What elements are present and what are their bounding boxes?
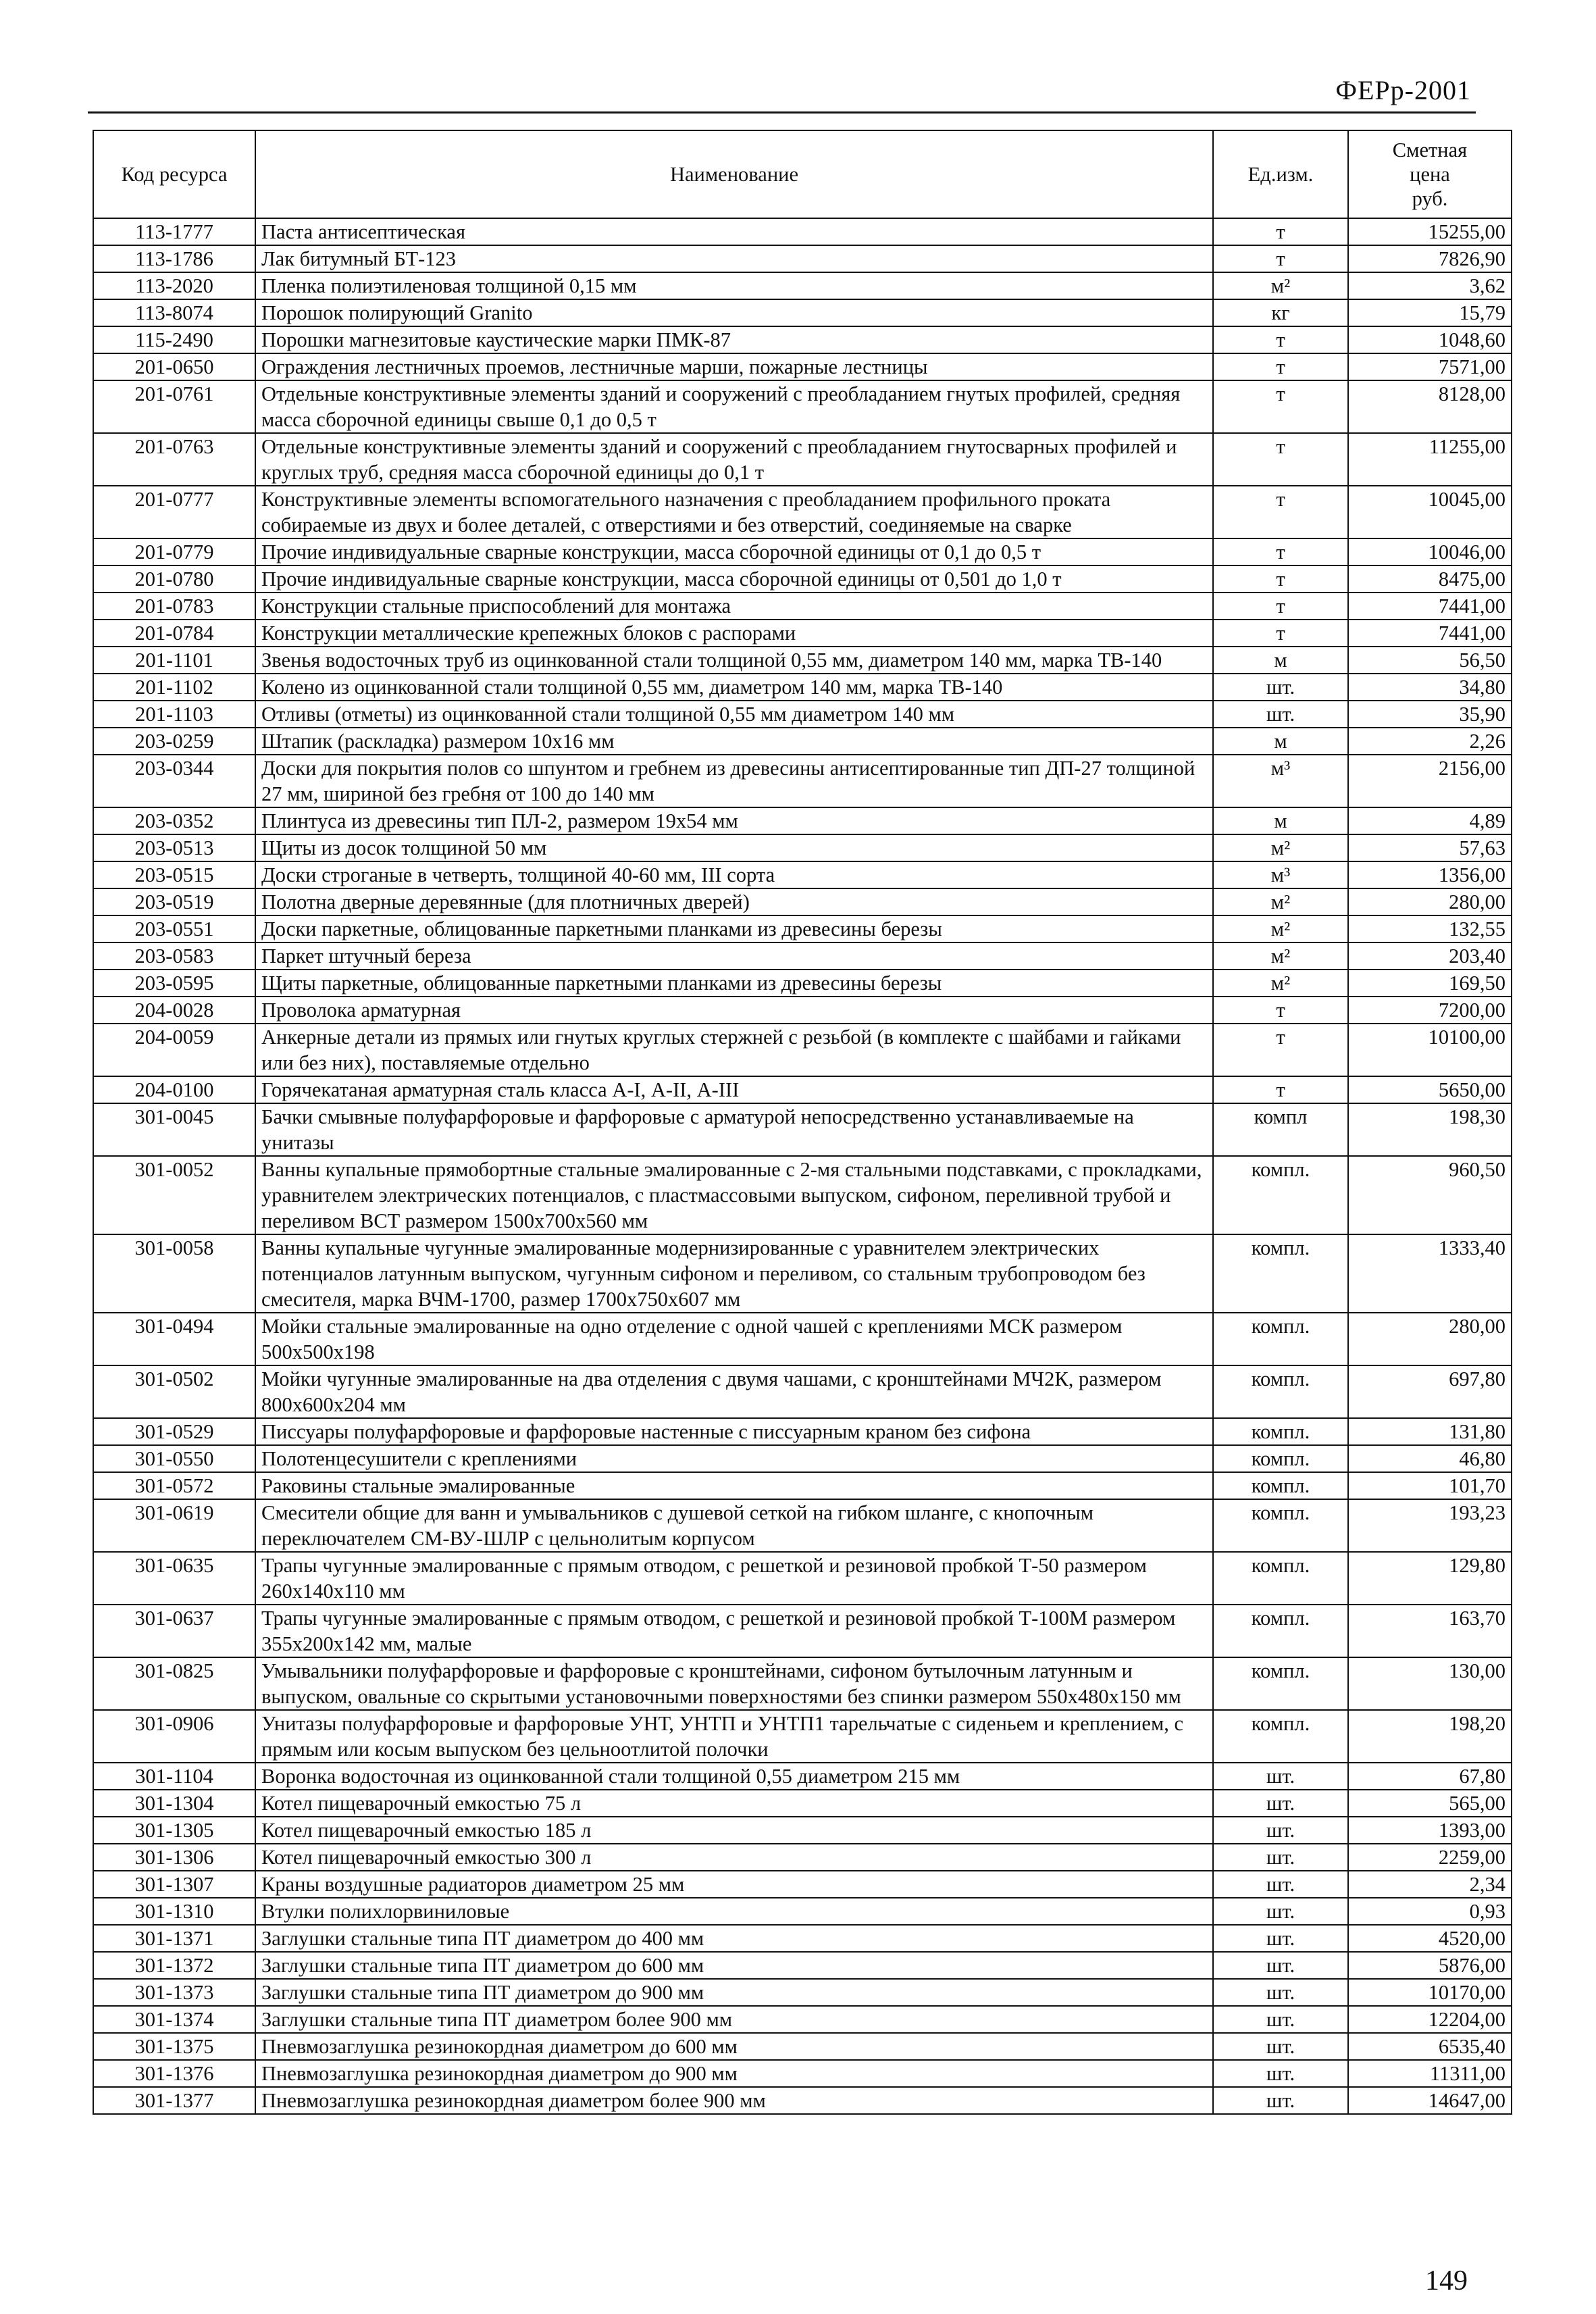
- table-row: [93, 915, 1512, 942]
- header-rule: [88, 111, 1476, 114]
- cell-price: 7441,00: [1348, 620, 1512, 647]
- cell-name: Паркет штучный береза: [255, 942, 1213, 970]
- cell-name: Заглушки стальные типа ПТ диаметром до 900 мм: [255, 1979, 1213, 2006]
- cell-price: 14647,00: [1348, 2087, 1512, 2114]
- cell-unit: м²: [1213, 272, 1348, 299]
- cell-code: 301-0045: [93, 1103, 255, 1156]
- cell-price: 193,23: [1348, 1499, 1512, 1552]
- cell-price: 7200,00: [1348, 997, 1512, 1024]
- table-row: [93, 674, 1512, 701]
- cell-price: 163,70: [1348, 1605, 1512, 1657]
- cell-name: Раковины стальные эмалированные: [255, 1472, 1213, 1499]
- table-row: [93, 1024, 1512, 1076]
- cell-unit: шт.: [1213, 2033, 1348, 2060]
- table-row: [93, 807, 1512, 834]
- table-row: [93, 1979, 1512, 2006]
- table-row: [93, 1234, 1512, 1313]
- cell-unit: т: [1213, 486, 1348, 538]
- cell-code: 301-1305: [93, 1817, 255, 1844]
- cell-name: Полотенцесушители с креплениями: [255, 1445, 1213, 1472]
- cell-price: 198,30: [1348, 1103, 1512, 1156]
- cell-code: 113-2020: [93, 272, 255, 299]
- cell-name: Лак битумный БТ-123: [255, 245, 1213, 272]
- cell-name: Котел пищеварочный емкостью 75 л: [255, 1790, 1213, 1817]
- cell-unit: м³: [1213, 861, 1348, 888]
- cell-price: 132,55: [1348, 915, 1512, 942]
- cell-code: 201-0777: [93, 486, 255, 538]
- cell-price: 4520,00: [1348, 1925, 1512, 1952]
- cell-code: 201-0779: [93, 538, 255, 565]
- cell-code: 301-1375: [93, 2033, 255, 2060]
- cell-unit: шт.: [1213, 1763, 1348, 1790]
- cell-name: Доски паркетные, облицованные паркетными планками из древесины березы: [255, 915, 1213, 942]
- cell-name: Плинтуса из древесины тип ПЛ-2, размером 19х54 мм: [255, 807, 1213, 834]
- cell-code: 301-1104: [93, 1763, 255, 1790]
- cell-unit: м: [1213, 807, 1348, 834]
- cell-price: 8475,00: [1348, 565, 1512, 593]
- cell-code: 301-0825: [93, 1657, 255, 1710]
- table-row: [93, 1657, 1512, 1710]
- cell-name: Ванны купальные чугунные эмалированные модернизированные с уравнителем электрических потенциалов латунным выпуском, чугунным сифоном и переливом, со стальным трубопроводом без смесителя, марка ВЧМ-1700, размер 1700х750х607 мм: [255, 1234, 1213, 1313]
- cell-price: 1393,00: [1348, 1817, 1512, 1844]
- cell-price: 0,93: [1348, 1898, 1512, 1925]
- table-row: [93, 1365, 1512, 1418]
- cell-price: 1356,00: [1348, 861, 1512, 888]
- table-row: [93, 538, 1512, 565]
- cell-name: Полотна дверные деревянные (для плотничных дверей): [255, 888, 1213, 915]
- table-row: [93, 888, 1512, 915]
- cell-price: 130,00: [1348, 1657, 1512, 1710]
- table-row: [93, 1817, 1512, 1844]
- table-row: [93, 1499, 1512, 1552]
- cell-unit: компл.: [1213, 1710, 1348, 1763]
- cell-unit: компл.: [1213, 1499, 1348, 1552]
- table-row: [93, 2006, 1512, 2033]
- cell-name: Мойки чугунные эмалированные на два отделения с двумя чашами, с кронштейнами МЧ2К, размером 800х600х204 мм: [255, 1365, 1213, 1418]
- cell-unit: компл: [1213, 1103, 1348, 1156]
- cell-name: Заглушки стальные типа ПТ диаметром более 900 мм: [255, 2006, 1213, 2033]
- cell-price: 46,80: [1348, 1445, 1512, 1472]
- cell-name: Смесители общие для ванн и умывальников с душевой сеткой на гибком шланге, с кнопочным переключателем СМ-ВУ-ШЛР с цельнолитым корпусом: [255, 1499, 1213, 1552]
- column-header-code: Код ресурса: [93, 130, 255, 218]
- cell-unit: компл.: [1213, 1234, 1348, 1313]
- cell-price: 67,80: [1348, 1763, 1512, 1790]
- cell-code: 203-0344: [93, 755, 255, 807]
- cell-unit: т: [1213, 245, 1348, 272]
- cell-unit: шт.: [1213, 1979, 1348, 2006]
- cell-name: Унитазы полуфарфоровые и фарфоровые УНТ, УНТП и УНТП1 тарельчатые с сиденьем и креплением, с прямым или косым выпуском без цельноотлитой полочки: [255, 1710, 1213, 1763]
- cell-unit: шт.: [1213, 1898, 1348, 1925]
- table-row: [93, 1076, 1512, 1103]
- cell-name: Бачки смывные полуфарфоровые и фарфоровые с арматурой непосредственно устанавливаемые на унитазы: [255, 1103, 1213, 1156]
- cell-price: 3,62: [1348, 272, 1512, 299]
- cell-unit: т: [1213, 380, 1348, 433]
- cell-name: Отдельные конструктивные элементы зданий и сооружений с преобладанием гнутосварных профилей и круглых труб, средняя масса сборочной единицы до 0,1 т: [255, 433, 1213, 486]
- cell-code: 201-0783: [93, 593, 255, 620]
- cell-name: Пневмозаглушка резинокордная диаметром до 600 мм: [255, 2033, 1213, 2060]
- cell-unit: шт.: [1213, 1817, 1348, 1844]
- cell-code: 201-1103: [93, 701, 255, 728]
- cell-unit: кг: [1213, 299, 1348, 326]
- cell-price: 565,00: [1348, 1790, 1512, 1817]
- cell-code: 201-0763: [93, 433, 255, 486]
- cell-code: 301-1306: [93, 1844, 255, 1871]
- cell-name: Котел пищеварочный емкостью 185 л: [255, 1817, 1213, 1844]
- table-row: [93, 1103, 1512, 1156]
- cell-code: 113-1786: [93, 245, 255, 272]
- cell-price: 2156,00: [1348, 755, 1512, 807]
- cell-unit: шт.: [1213, 1790, 1348, 1817]
- cell-price: 7441,00: [1348, 593, 1512, 620]
- cell-unit: шт.: [1213, 1952, 1348, 1979]
- cell-name: Порошки магнезитовые каустические марки ПМК-87: [255, 326, 1213, 353]
- cell-code: 115-2490: [93, 326, 255, 353]
- cell-code: 203-0519: [93, 888, 255, 915]
- cell-code: 203-0595: [93, 970, 255, 997]
- cell-name: Краны воздушные радиаторов диаметром 25 мм: [255, 1871, 1213, 1898]
- table-row: [93, 1871, 1512, 1898]
- table-row: [93, 1156, 1512, 1234]
- cell-unit: м²: [1213, 915, 1348, 942]
- cell-unit: т: [1213, 593, 1348, 620]
- cell-unit: компл.: [1213, 1445, 1348, 1472]
- cell-name: Котел пищеварочный емкостью 300 л: [255, 1844, 1213, 1871]
- cell-price: 56,50: [1348, 647, 1512, 674]
- cell-code: 204-0100: [93, 1076, 255, 1103]
- cell-code: 301-1373: [93, 1979, 255, 2006]
- cell-price: 10046,00: [1348, 538, 1512, 565]
- cell-code: 301-0619: [93, 1499, 255, 1552]
- cell-code: 301-1304: [93, 1790, 255, 1817]
- cell-name: Пневмозаглушка резинокордная диаметром до 900 мм: [255, 2060, 1213, 2087]
- table-row: [93, 755, 1512, 807]
- cell-unit: т: [1213, 620, 1348, 647]
- cell-unit: т: [1213, 997, 1348, 1024]
- cell-code: 301-0058: [93, 1234, 255, 1313]
- cell-unit: м²: [1213, 888, 1348, 915]
- cell-name: Прочие индивидуальные сварные конструкции, масса сборочной единицы от 0,1 до 0,5 т: [255, 538, 1213, 565]
- cell-price: 12204,00: [1348, 2006, 1512, 2033]
- cell-price: 35,90: [1348, 701, 1512, 728]
- cell-name: Пленка полиэтиленовая толщиной 0,15 мм: [255, 272, 1213, 299]
- cell-price: 129,80: [1348, 1552, 1512, 1605]
- document-code: ФЕРр-2001: [1335, 75, 1471, 105]
- cell-price: 1333,40: [1348, 1234, 1512, 1313]
- cell-code: 301-0637: [93, 1605, 255, 1657]
- cell-unit: т: [1213, 326, 1348, 353]
- cell-price: 198,20: [1348, 1710, 1512, 1763]
- cell-name: Паста антисептическая: [255, 218, 1213, 245]
- cell-name: Щиты паркетные, облицованные паркетными планками из древесины березы: [255, 970, 1213, 997]
- cell-code: 301-0529: [93, 1418, 255, 1445]
- cell-name: Воронка водосточная из оцинкованной стали толщиной 0,55 диаметром 215 мм: [255, 1763, 1213, 1790]
- cell-name: Колено из оцинкованной стали толщиной 0,55 мм, диаметром 140 мм, марка ТВ-140: [255, 674, 1213, 701]
- cell-price: 11311,00: [1348, 2060, 1512, 2087]
- cell-price: 1048,60: [1348, 326, 1512, 353]
- cell-name: Трапы чугунные эмалированные с прямым отводом, с решеткой и резиновой пробкой Т-100М размером 355х200х142 мм, малые: [255, 1605, 1213, 1657]
- table-row: [93, 728, 1512, 755]
- cell-code: 201-0780: [93, 565, 255, 593]
- table-row: [93, 299, 1512, 326]
- cell-unit: компл.: [1213, 1418, 1348, 1445]
- table-row: [93, 701, 1512, 728]
- cell-unit: м: [1213, 647, 1348, 674]
- header-row: [93, 130, 1512, 218]
- cell-name: Доски строганые в четверть, толщиной 40-60 мм, III сорта: [255, 861, 1213, 888]
- table-row: [93, 2060, 1512, 2087]
- cell-name: Отливы (отметы) из оцинкованной стали толщиной 0,55 мм диаметром 140 мм: [255, 701, 1213, 728]
- table-row: [93, 1313, 1512, 1365]
- cell-code: 301-1372: [93, 1952, 255, 1979]
- cell-unit: м³: [1213, 755, 1348, 807]
- cell-code: 204-0059: [93, 1024, 255, 1076]
- cell-name: Мойки стальные эмалированные на одно отделение с одной чашей с креплениями МСК размером 500х500х198: [255, 1313, 1213, 1365]
- table-row: [93, 1418, 1512, 1445]
- cell-price: 8128,00: [1348, 380, 1512, 433]
- cell-code: 201-0761: [93, 380, 255, 433]
- cell-code: 301-0052: [93, 1156, 255, 1234]
- table-row: [93, 647, 1512, 674]
- table-row: [93, 2033, 1512, 2060]
- cell-price: 6535,40: [1348, 2033, 1512, 2060]
- cell-name: Заглушки стальные типа ПТ диаметром до 400 мм: [255, 1925, 1213, 1952]
- cell-price: 34,80: [1348, 674, 1512, 701]
- table-row: [93, 272, 1512, 299]
- table-header: [93, 130, 1512, 218]
- cell-price: 10170,00: [1348, 1979, 1512, 2006]
- table-row: [93, 1472, 1512, 1499]
- cell-unit: компл.: [1213, 1605, 1348, 1657]
- cell-price: 169,50: [1348, 970, 1512, 997]
- cell-code: 201-1102: [93, 674, 255, 701]
- cell-name: Писсуары полуфарфоровые и фарфоровые настенные с писсуарным краном без сифона: [255, 1418, 1213, 1445]
- cell-code: 203-0259: [93, 728, 255, 755]
- cell-name: Ограждения лестничных проемов, лестничные марши, пожарные лестницы: [255, 353, 1213, 380]
- cell-price: 101,70: [1348, 1472, 1512, 1499]
- cell-price: 57,63: [1348, 834, 1512, 861]
- cell-unit: т: [1213, 1076, 1348, 1103]
- cell-name: Заглушки стальные типа ПТ диаметром до 600 мм: [255, 1952, 1213, 1979]
- cell-unit: компл.: [1213, 1657, 1348, 1710]
- cell-unit: шт.: [1213, 674, 1348, 701]
- table-row: [93, 1552, 1512, 1605]
- cell-name: Конструктивные элементы вспомогательного назначения с преобладанием профильного проката собираемые из двух и более деталей, с отверстиями и без отверстий, соединяемые на сварке: [255, 486, 1213, 538]
- table-row: [93, 1952, 1512, 1979]
- table-row: [93, 1790, 1512, 1817]
- cell-name: Проволока арматурная: [255, 997, 1213, 1024]
- cell-code: 203-0583: [93, 942, 255, 970]
- table-row: [93, 1925, 1512, 1952]
- page-number: 149: [1425, 2265, 1468, 2296]
- cell-code: 301-1377: [93, 2087, 255, 2114]
- cell-price: 10045,00: [1348, 486, 1512, 538]
- table-row: [93, 861, 1512, 888]
- cell-name: Конструкции стальные приспособлений для монтажа: [255, 593, 1213, 620]
- cell-price: 11255,00: [1348, 433, 1512, 486]
- cell-name: Штапик (раскладка) размером 10х16 мм: [255, 728, 1213, 755]
- column-header-unit: Ед.изм.: [1213, 130, 1348, 218]
- cell-name: Доски для покрытия полов со шпунтом и гребнем из древесины антисептированные тип ДП-27 толщиной 27 мм, шириной без гребня от 100 до 140 мм: [255, 755, 1213, 807]
- cell-price: 2,26: [1348, 728, 1512, 755]
- cell-code: 204-0028: [93, 997, 255, 1024]
- table-row: [93, 218, 1512, 245]
- cell-name: Прочие индивидуальные сварные конструкции, масса сборочной единицы от 0,501 до 1,0 т: [255, 565, 1213, 593]
- resource-price-table: [93, 130, 1512, 2115]
- table-row: [93, 942, 1512, 970]
- cell-price: 15255,00: [1348, 218, 1512, 245]
- cell-code: 201-1101: [93, 647, 255, 674]
- cell-code: 301-0502: [93, 1365, 255, 1418]
- cell-unit: т: [1213, 1024, 1348, 1076]
- cell-code: 113-8074: [93, 299, 255, 326]
- table-row: [93, 593, 1512, 620]
- cell-code: 203-0515: [93, 861, 255, 888]
- cell-unit: т: [1213, 538, 1348, 565]
- cell-name: Конструкции металлические крепежных блоков с распорами: [255, 620, 1213, 647]
- column-header-price: Сметная цена руб.: [1348, 130, 1512, 218]
- cell-price: 2,34: [1348, 1871, 1512, 1898]
- cell-price: 7826,90: [1348, 245, 1512, 272]
- cell-unit: т: [1213, 565, 1348, 593]
- table-row: [93, 565, 1512, 593]
- cell-code: 301-0572: [93, 1472, 255, 1499]
- cell-code: 203-0513: [93, 834, 255, 861]
- cell-code: 301-1374: [93, 2006, 255, 2033]
- cell-price: 280,00: [1348, 888, 1512, 915]
- cell-name: Трапы чугунные эмалированные с прямым отводом, с решеткой и резиновой пробкой Т-50 размером 260х140х110 мм: [255, 1552, 1213, 1605]
- cell-unit: м²: [1213, 942, 1348, 970]
- table-row: [93, 326, 1512, 353]
- table-row: [93, 997, 1512, 1024]
- table-row: [93, 970, 1512, 997]
- cell-name: Анкерные детали из прямых или гнутых круглых стержней с резьбой (в комплекте с шайбами и гайками или без них), поставляемые отдельно: [255, 1024, 1213, 1076]
- cell-unit: шт.: [1213, 2006, 1348, 2033]
- cell-price: 5876,00: [1348, 1952, 1512, 1979]
- table-row: [93, 245, 1512, 272]
- table-row: [93, 1898, 1512, 1925]
- cell-price: 4,89: [1348, 807, 1512, 834]
- cell-code: 203-0551: [93, 915, 255, 942]
- table-row: [93, 1710, 1512, 1763]
- cell-code: 113-1777: [93, 218, 255, 245]
- cell-name: Звенья водосточных труб из оцинкованной стали толщиной 0,55 мм, диаметром 140 мм, марка ТВ-140: [255, 647, 1213, 674]
- cell-name: Отдельные конструктивные элементы зданий и сооружений с преобладанием гнутых профилей, средняя масса сборочной единицы свыше 0,1 до 0,5 т: [255, 380, 1213, 433]
- cell-code: 203-0352: [93, 807, 255, 834]
- cell-price: 280,00: [1348, 1313, 1512, 1365]
- cell-price: 2259,00: [1348, 1844, 1512, 1871]
- cell-unit: шт.: [1213, 2087, 1348, 2114]
- cell-price: 15,79: [1348, 299, 1512, 326]
- cell-code: 301-0635: [93, 1552, 255, 1605]
- cell-name: Ванны купальные прямобортные стальные эмалированные с 2-мя стальными подставками, с прокладками, уравнителем электрических потенциалов, с пластмассовыми выпуском, сифоном, переливной трубой и переливом ВСТ размером 1500х700х560 мм: [255, 1156, 1213, 1234]
- table-row: [93, 433, 1512, 486]
- cell-name: Порошок полирующий Granito: [255, 299, 1213, 326]
- cell-code: 301-1376: [93, 2060, 255, 2087]
- cell-name: Горячекатаная арматурная сталь класса А-I, А-II, А-III: [255, 1076, 1213, 1103]
- cell-unit: шт.: [1213, 701, 1348, 728]
- table-body: [93, 218, 1512, 2114]
- column-header-name: Наименование: [255, 130, 1213, 218]
- cell-unit: т: [1213, 433, 1348, 486]
- cell-unit: м²: [1213, 970, 1348, 997]
- cell-code: 301-0906: [93, 1710, 255, 1763]
- cell-unit: компл.: [1213, 1472, 1348, 1499]
- cell-price: 131,80: [1348, 1418, 1512, 1445]
- cell-code: 201-0784: [93, 620, 255, 647]
- cell-price: 960,50: [1348, 1156, 1512, 1234]
- cell-code: 301-1307: [93, 1871, 255, 1898]
- cell-unit: м: [1213, 728, 1348, 755]
- cell-unit: компл.: [1213, 1313, 1348, 1365]
- cell-price: 10100,00: [1348, 1024, 1512, 1076]
- cell-unit: т: [1213, 218, 1348, 245]
- table-row: [93, 620, 1512, 647]
- cell-unit: т: [1213, 353, 1348, 380]
- cell-name: Умывальники полуфарфоровые и фарфоровые с кронштейнами, сифоном бутылочным латунным и выпуском, овальные со скрытыми установочными поверхностями без спинки размером 550х480х150 мм: [255, 1657, 1213, 1710]
- table-row: [93, 2087, 1512, 2114]
- table-row: [93, 1763, 1512, 1790]
- cell-price: 203,40: [1348, 942, 1512, 970]
- table-row: [93, 1445, 1512, 1472]
- cell-unit: шт.: [1213, 1844, 1348, 1871]
- table-row: [93, 353, 1512, 380]
- cell-price: 7571,00: [1348, 353, 1512, 380]
- cell-price: 5650,00: [1348, 1076, 1512, 1103]
- table-row: [93, 486, 1512, 538]
- table-row: [93, 380, 1512, 433]
- cell-code: 301-0550: [93, 1445, 255, 1472]
- cell-unit: компл.: [1213, 1156, 1348, 1234]
- cell-code: 301-0494: [93, 1313, 255, 1365]
- cell-code: 301-1310: [93, 1898, 255, 1925]
- cell-name: Пневмозаглушка резинокордная диаметром более 900 мм: [255, 2087, 1213, 2114]
- cell-unit: шт.: [1213, 2060, 1348, 2087]
- cell-unit: м²: [1213, 834, 1348, 861]
- cell-price: 697,80: [1348, 1365, 1512, 1418]
- cell-unit: компл.: [1213, 1552, 1348, 1605]
- cell-unit: шт.: [1213, 1925, 1348, 1952]
- cell-code: 201-0650: [93, 353, 255, 380]
- table-row: [93, 834, 1512, 861]
- cell-code: 301-1371: [93, 1925, 255, 1952]
- table-row: [93, 1844, 1512, 1871]
- cell-unit: компл.: [1213, 1365, 1348, 1418]
- cell-name: Щиты из досок толщиной 50 мм: [255, 834, 1213, 861]
- cell-unit: шт.: [1213, 1871, 1348, 1898]
- cell-name: Втулки полихлорвиниловые: [255, 1898, 1213, 1925]
- table-row: [93, 1605, 1512, 1657]
